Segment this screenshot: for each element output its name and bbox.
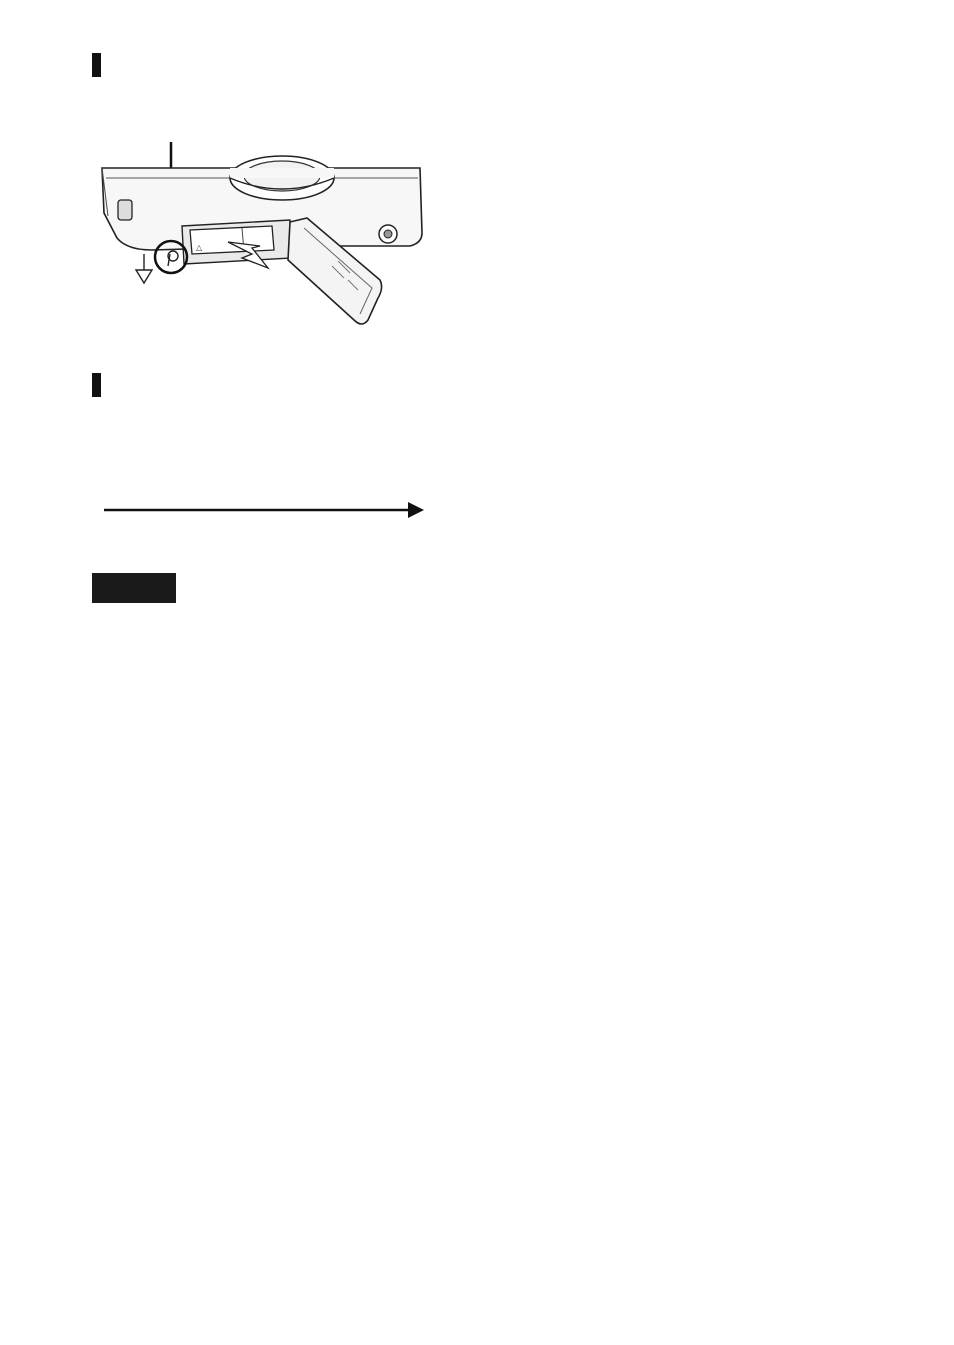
heading-bar-icon (92, 53, 101, 77)
section-heading-check-charge (92, 369, 108, 403)
section-heading-remove-battery (92, 49, 108, 83)
level-arrow-icon (408, 502, 424, 518)
page-number (24, 1233, 25, 1282)
svg-text:△: △ (196, 243, 203, 252)
heading-bar-icon (92, 373, 101, 397)
battery-level-indicators (92, 462, 432, 522)
camera-battery-illustration (92, 138, 432, 333)
notes-badge (92, 573, 176, 603)
